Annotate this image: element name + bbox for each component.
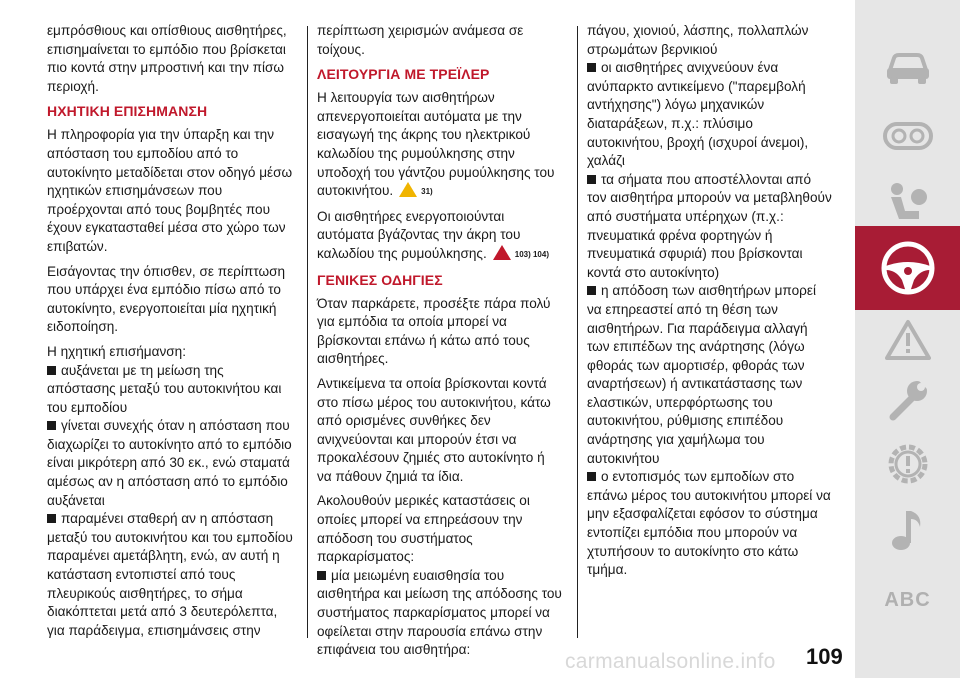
instrument-cluster-icon — [883, 120, 933, 152]
paragraph: περίπτωση χειρισμών ανάμεσα σε τοίχους. — [317, 23, 524, 57]
car-icon — [884, 50, 932, 86]
sidebar-item-driving[interactable] — [855, 226, 960, 310]
paragraph: Ακολουθούν μερικές καταστάσεις οι οποίες μπορεί να επηρεάσουν την απόδοση του συστήματος παρκαρίσματος: — [317, 493, 530, 565]
bullet-box-icon — [587, 175, 596, 184]
bullet-item: μία μειωμένη ευαισθησία του αισθητήρα και μείωση της απόδοσης του συστήματος παρκαρίσματος μπορεί να οφείλεται στην παρουσία επάνω στην επιφάνεια του αισθητήρα: — [317, 567, 562, 658]
page-number: 109 — [806, 644, 843, 669]
text-column-2 — [317, 22, 562, 666]
paragraph: Οι αισθητήρες ενεργοποιούνται αυτόματα βγάζοντας την άκρη του καλωδίου της ρυμούλκησης. 103) 104) — [317, 208, 549, 261]
paragraph: πάγου, χιονιού, λάσπης, πολλαπλών στρωμάτων βερνικιού — [587, 23, 809, 57]
wrench-icon — [885, 377, 931, 423]
abc-index-label: ABC — [884, 588, 931, 611]
steering-wheel-icon — [880, 240, 936, 296]
bullet-item: αυξάνεται με τη μείωση της απόστασης μεταξύ του αυτοκινήτου και του εμποδίου — [47, 362, 282, 415]
bullet-box-icon — [587, 286, 596, 295]
bullet-box-icon — [47, 421, 56, 430]
bullet-box-icon — [317, 571, 326, 580]
paragraph: Η ηχητική επισήμανση: — [47, 343, 186, 359]
bullet-item: οι αισθητήρες ανιχνεύουν ένα ανύπαρκτο αντικείμενο ("παρεμβολή αντήχησης") λόγω μηχανικών διαταράξεων, π.χ.: πλύσιμο αυτοκινήτου, βροχή (ισχυροί άνεμοι), χαλάζι — [587, 60, 809, 169]
reference-note[interactable]: 103) 104) — [514, 249, 549, 259]
caution-triangle-icon — [399, 182, 417, 197]
section-heading-general-notes: ΓΕΝΙΚΕΣ ΟΔΗΓΙΕΣ — [317, 271, 443, 288]
paragraph: εμπρόσθιους και οπίσθιους αισθητήρες, επισημαίνεται το εμπόδιο που βρίσκεται πιο κοντά στην μπροστινή και την πίσω περιοχή. — [47, 23, 287, 94]
reference-note[interactable]: 31) — [421, 187, 433, 197]
watermark: carmanualsonline.info — [565, 650, 776, 673]
settings-gear-icon — [885, 441, 931, 487]
warning-icon — [885, 319, 931, 361]
bullet-box-icon — [587, 472, 596, 481]
bullet-box-icon — [47, 366, 56, 375]
bullet-item: γίνεται συνεχής όταν η απόσταση που διαχωρίζει το αυτοκίνητο από το εμπόδιο είναι μικρότερη από 30 εκ., ενώ σταματά αμέσως αν η απόσταση από το εμπόδιο αυξάνεται — [47, 418, 292, 508]
section-heading-trailer-operation: ΛΕΙΤΟΥΡΓΙΑ ΜΕ ΤΡΕΪΛΕΡ — [317, 66, 490, 83]
paragraph: Αντικείμενα τα οποία βρίσκονται κοντά στο πίσω μέρος του αυτοκινήτου, κάτω από ορισμένες συνθήκες δεν ανιχνεύονται και μπορούν έτσι να προκαλέσουν ζημιές στο αυτοκίνητο ή να πάθουν ζημιά τα ίδια. — [317, 375, 551, 484]
paragraph: Εισάγοντας την όπισθεν, σε περίπτωση που υπάρχει ένα εμπόδιο πίσω από το αυτοκίνητο, ενεργοποιείται μία ηχητική ειδοποίηση. — [47, 263, 286, 335]
paragraph: Η λειτουργία των αισθητήρων απενεργοποιείται αυτόματα με την εισαγωγή της άκρης του ηλεκτρικού καλωδίου της ρυμούλκησης στην υποδοχή του γάντζου ρυμούλκησης του αυτοκινήτου. 31) — [317, 90, 555, 199]
seat-occupant-icon — [885, 181, 931, 227]
column-divider — [307, 26, 308, 638]
chapter-sidebar — [855, 0, 960, 678]
bullet-item: παραμένει σταθερή αν η απόσταση μεταξύ του αυτοκινήτου και του εμποδίου παραμένει αμετάβλητη, ενώ, αν αυτή η κατάσταση εντοπιστεί από τους πλευρικούς αισθητήρες, το σήμα διακόπτεται μετά από 3 δευτερόλεπτα, για παράδειγμα, επισημάνσεις στην — [47, 511, 293, 638]
bullet-item: τα σήματα που αποστέλλονται από τον αισθητήρα μπορούν να μεταβληθούν από συστήματα υπέρηχων (π.χ.: πνευματικά φρένα φορτηγών ή πνευματικά σφυριά) που βρίσκονται κοντά στο αυτοκίνητο) — [587, 171, 832, 280]
bullet-item: η απόδοση των αισθητήρων μπορεί να επηρεαστεί από τη θέση των αισθητήρων. Για παράδειγμα αλλαγή των επιπέδων της ανάρτησης (λόγω φθοράς των αμορτισέρ, φθοράς των αναρτήσεων) ή αντικατάστασης των ελαστικών, υπερφόρτωσης του αυτοκινήτου, ρύθμισης επιπέδου ανάρτησης για χαμήλωμα του αυτοκινήτου — [587, 283, 816, 466]
section-heading-acoustic-signal: ΗΧΗΤΙΚΗ ΕΠΙΣΗΜΑΝΣΗ — [47, 103, 208, 120]
music-note-icon — [888, 507, 928, 553]
sidebar-item-index[interactable] — [855, 560, 960, 640]
sidebar-item-multimedia[interactable] — [855, 490, 960, 570]
text-column-1 — [47, 22, 295, 646]
paragraph: Η πληροφορία για την ύπαρξη και την απόσταση του εμποδίου από το αυτοκίνητο μεταδίδεται στον οδηγό μέσω ηχητικών επισημάνσεων που προέρχονται από τους βομβητές που έχουν εγκατασταθεί μέσα στο χώρο των επιβατών. — [47, 127, 293, 254]
bullet-item: ο εντοπισμός των εμποδίων στο επάνω μέρος του αυτοκινήτου μπορεί να μην εξασφαλίζεται εφόσον το σύστημα εντοπίζει εμπόδια που μπορούν να χτυπήσουν το αυτοκίνητο στο κάτω τμήμα. — [587, 469, 831, 578]
warning-triangle-icon — [493, 245, 511, 260]
text-column-3 — [587, 22, 832, 586]
paragraph: Όταν παρκάρετε, προσέξτε πάρα πολύ για εμπόδια τα οποία μπορεί να βρίσκονται επάνω ή κάτω από τους αισθητήρες. — [317, 295, 551, 367]
column-divider — [577, 26, 578, 638]
bullet-box-icon — [587, 63, 596, 72]
bullet-box-icon — [47, 514, 56, 523]
